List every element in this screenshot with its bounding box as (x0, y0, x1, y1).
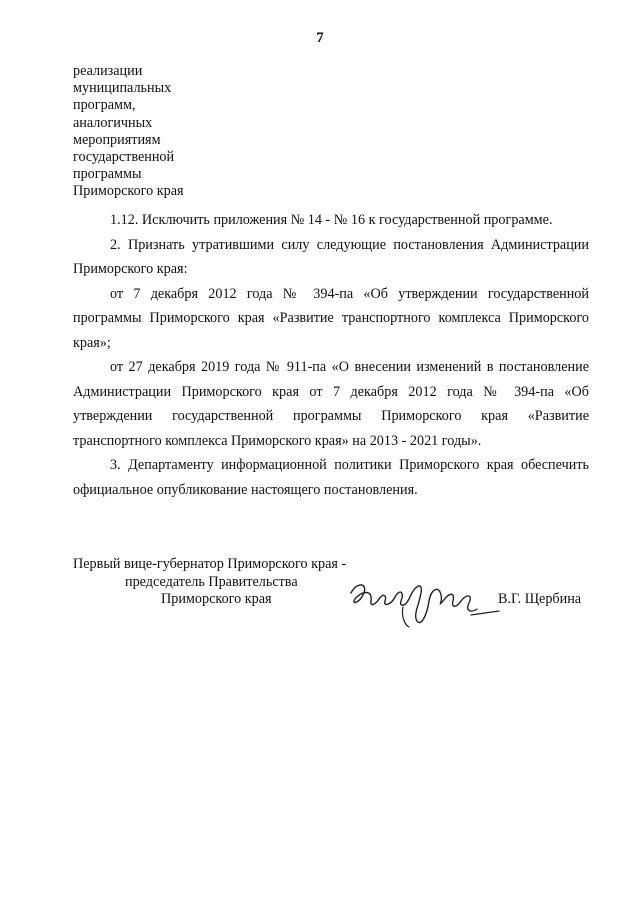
handwritten-signature (343, 571, 503, 631)
continuation-line: программ, (73, 97, 136, 114)
paragraph-exclude-appendices: 1.12. Исключить приложения № 14 - № 16 к государственной программе. (110, 212, 553, 228)
paragraph-decree-911: от 27 декабря 2019 года № 911-па «О внесении изменений в постановление Администрации Приморского края от 7 декабря 2012 года № 394-па «Об утверждении государственной программы Приморского края «Развитие транспортного комплекса Приморского края» на 2013 - 2021 годы». (73, 359, 589, 449)
paragraph-repeal-decrees: 2. Признать утратившими силу следующие постановления Администрации Приморского края: (73, 236, 589, 277)
signature-block (73, 556, 603, 609)
continuation-line: муниципальных (73, 80, 172, 97)
signer-name: В.Г. Щербина (498, 591, 582, 607)
continuation-text (73, 63, 184, 201)
page-number: 7 (316, 30, 324, 46)
paragraph-publication: 3. Департаменту информационной политики Приморского края обеспечить официальное опубликование настоящего постановления. (73, 457, 589, 498)
signer-position-line2: председатель Правительства (125, 573, 298, 590)
paragraph-decree-394: от 7 декабря 2012 года № 394-па «Об утверждении государственной программы Приморского края «Развитие транспортного комплекса Приморского края»; (73, 285, 589, 351)
continuation-line: государственной (73, 149, 175, 166)
continuation-line: программы (73, 166, 142, 183)
continuation-line: аналогичных (73, 114, 153, 131)
continuation-line: Приморского края (73, 183, 184, 200)
continuation-line: мероприятиям (73, 131, 161, 148)
signer-position-line3: Приморского края (161, 591, 272, 607)
signer-position-line1: Первый вице-губернатор Приморского края - (73, 556, 347, 572)
continuation-line: реализации (73, 63, 143, 79)
document-body (73, 208, 589, 502)
